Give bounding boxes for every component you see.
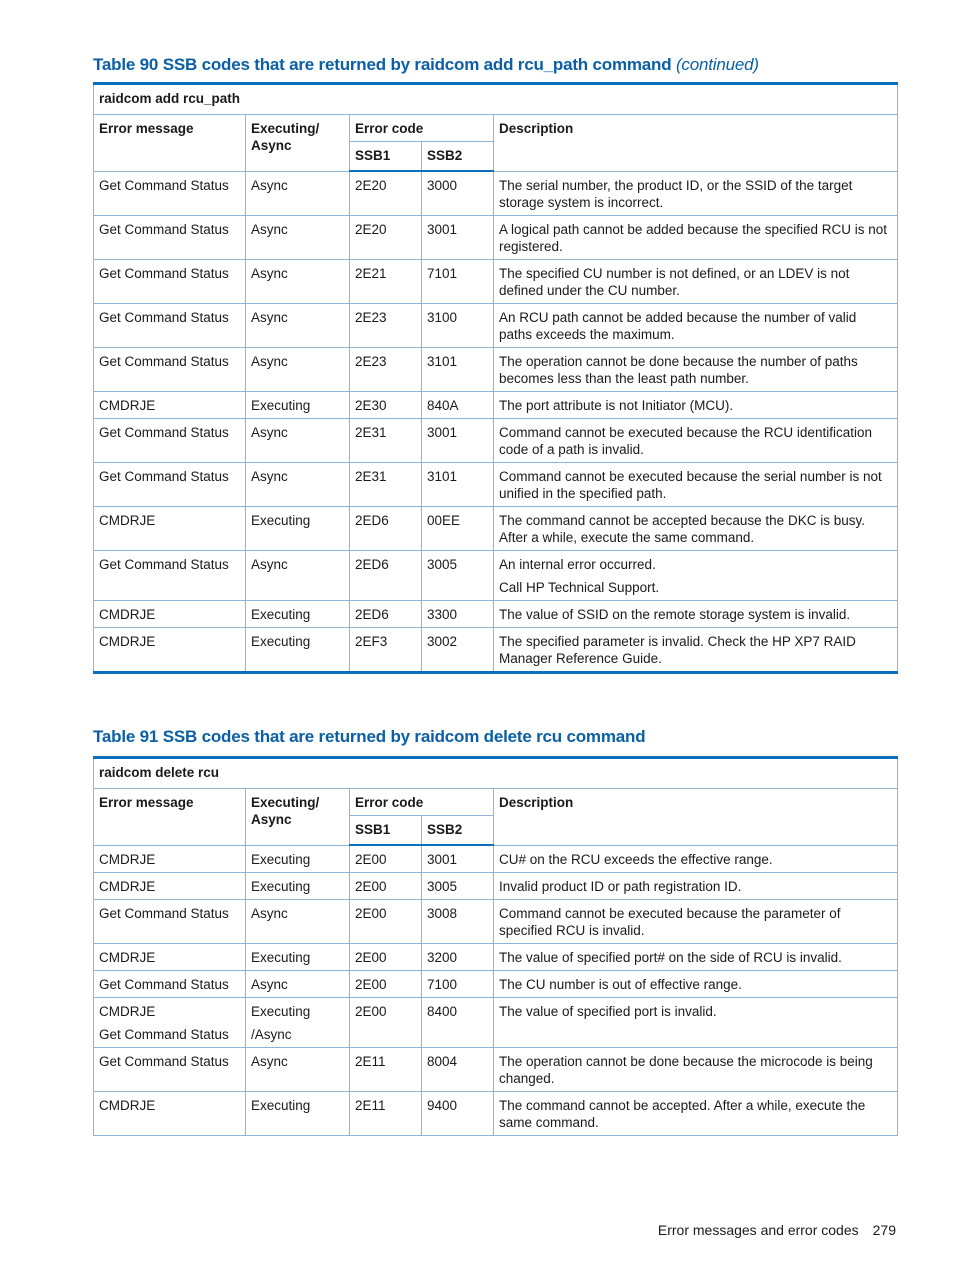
cell-executing-async-line: Executing (251, 633, 311, 649)
cell-description-line: The operation cannot be done because the microcode is being changed. (499, 1054, 873, 1086)
cell-description (494, 1092, 898, 1136)
cell-ssb1: 2ED6 (350, 550, 422, 600)
cell-ssb1: 2E31 (350, 462, 422, 506)
cell-error-message (94, 418, 246, 462)
cell-error-message-line: Get Command Status (99, 221, 229, 237)
page-number: 279 (872, 1222, 896, 1238)
cell-executing-async (246, 1048, 350, 1092)
cell-description-line: The value of specified port# on the side of RCU is invalid. (499, 950, 842, 965)
cell-ssb1: 2E30 (350, 391, 422, 418)
cell-description (494, 171, 898, 215)
cell-description-line: Call HP Technical Support. (499, 579, 660, 595)
cell-ssb1: 2E11 (350, 1048, 422, 1092)
cell-error-message (94, 391, 246, 418)
cell-description (494, 900, 898, 944)
table-row (94, 900, 898, 944)
cell-ssb2: 840A (422, 391, 494, 418)
cell-ssb1: 2ED6 (350, 506, 422, 550)
cell-description (494, 259, 898, 303)
cell-executing-async-line: Executing (251, 1098, 311, 1113)
cell-error-message (94, 900, 246, 944)
cell-executing-async (246, 873, 350, 900)
cell-description-line: Invalid product ID or path registration ID. (499, 879, 742, 894)
cell-executing-async (246, 347, 350, 391)
cell-ssb1: 2E21 (350, 259, 422, 303)
table-command-name: raidcom delete rcu (94, 758, 898, 789)
cell-description-line: CU# on the RCU exceeds the effective range. (499, 851, 773, 867)
cell-ssb1: 2E00 (350, 873, 422, 900)
cell-description (494, 873, 898, 900)
cell-description-line: A logical path cannot be added because the specified RCU is not registered. (499, 221, 888, 254)
cell-error-message (94, 998, 246, 1048)
cell-error-message (94, 347, 246, 391)
table-90-title: Table 90 SSB codes that are returned by raidcom add rcu_path command (93, 55, 672, 74)
cell-description (494, 462, 898, 506)
header-executing-async: Executing/ Async (246, 789, 350, 846)
cell-error-message-line: CMDRJE (99, 512, 156, 528)
cell-error-message-line: CMDRJE (99, 1004, 156, 1019)
cell-description-line: Command cannot be executed because the RCU identification code of a path is invalid. (499, 424, 872, 457)
cell-description-line: Command cannot be executed because the parameter of specified RCU is invalid. (499, 906, 841, 938)
cell-error-message (94, 1048, 246, 1092)
table-row (94, 259, 898, 303)
cell-ssb2: 3101 (422, 347, 494, 391)
cell-executing-async (246, 550, 350, 600)
cell-ssb2: 3200 (422, 944, 494, 971)
cell-description (494, 627, 898, 672)
cell-error-message-line: CMDRJE (99, 633, 156, 649)
cell-ssb2: 3001 (422, 215, 494, 259)
cell-error-message (94, 462, 246, 506)
cell-executing-async-line: Executing (251, 1004, 311, 1019)
cell-description (494, 550, 898, 600)
table-row (94, 303, 898, 347)
table-row (94, 944, 898, 971)
cell-ssb2: 3100 (422, 303, 494, 347)
cell-executing-async-line: Async (251, 977, 288, 992)
cell-error-message (94, 944, 246, 971)
cell-executing-async (246, 944, 350, 971)
cell-error-message (94, 845, 246, 873)
cell-executing-async-line: Executing (251, 606, 311, 622)
cell-executing-async-line: Async (251, 556, 288, 572)
cell-error-message (94, 627, 246, 672)
table-row (94, 391, 898, 418)
cell-ssb1: 2E00 (350, 845, 422, 873)
cell-description-line: The operation cannot be done because the number of paths becomes less than the least path number. (499, 353, 858, 386)
cell-ssb1: 2EF3 (350, 627, 422, 672)
table-row (94, 462, 898, 506)
cell-error-message (94, 873, 246, 900)
cell-description (494, 391, 898, 418)
cell-executing-async-line: Async (251, 1054, 288, 1069)
cell-description-line: An RCU path cannot be added because the number of valid paths exceeds the maximum. (499, 309, 857, 342)
cell-ssb2: 3008 (422, 900, 494, 944)
cell-executing-async (246, 506, 350, 550)
cell-description (494, 998, 898, 1048)
header-description: Description (494, 115, 898, 172)
cell-ssb1: 2E00 (350, 944, 422, 971)
cell-executing-async-line: Async (251, 221, 288, 237)
cell-executing-async-line: Async (251, 468, 288, 484)
cell-error-message (94, 259, 246, 303)
cell-executing-async-line: Executing (251, 512, 311, 528)
table-91 (93, 756, 898, 1136)
cell-executing-async (246, 259, 350, 303)
table-row (94, 215, 898, 259)
cell-error-message-line: Get Command Status (99, 1054, 229, 1069)
cell-executing-async (246, 391, 350, 418)
cell-description-line: The CU number is out of effective range. (499, 977, 742, 992)
cell-error-message-line: CMDRJE (99, 950, 156, 965)
table-row (94, 1048, 898, 1092)
table-row (94, 506, 898, 550)
cell-error-message-line: CMDRJE (99, 851, 156, 867)
cell-description-line: The value of specified port is invalid. (499, 1004, 717, 1019)
cell-executing-async (246, 1092, 350, 1136)
cell-error-message (94, 1092, 246, 1136)
header-ssb2: SSB2 (422, 142, 494, 172)
cell-error-message-line: Get Command Status (99, 1027, 229, 1042)
cell-description-line: Command cannot be executed because the serial number is not unified in the specified path. (499, 468, 882, 501)
cell-executing-async (246, 998, 350, 1048)
header-error-code: Error code (350, 789, 494, 816)
cell-ssb1: 2E00 (350, 998, 422, 1048)
cell-description (494, 215, 898, 259)
cell-executing-async-line: Async (251, 353, 288, 369)
table-row (94, 971, 898, 998)
cell-ssb2: 3005 (422, 550, 494, 600)
cell-error-message (94, 215, 246, 259)
header-ssb2: SSB2 (422, 816, 494, 846)
cell-ssb1: 2E31 (350, 418, 422, 462)
cell-description-line: An internal error occurred. (499, 556, 656, 572)
cell-error-message-line: CMDRJE (99, 879, 156, 894)
header-executing-async: Executing/ Async (246, 115, 350, 172)
cell-ssb2: 3002 (422, 627, 494, 672)
cell-executing-async-line: Executing (251, 879, 311, 894)
cell-error-message-line: CMDRJE (99, 397, 156, 413)
cell-executing-async (246, 171, 350, 215)
cell-ssb1: 2ED6 (350, 600, 422, 627)
cell-error-message-line: Get Command Status (99, 977, 229, 992)
cell-ssb2: 7101 (422, 259, 494, 303)
cell-ssb1: 2E20 (350, 171, 422, 215)
cell-description-line: The command cannot be accepted because the DKC is busy. After a while, execute the same command. (499, 512, 865, 545)
cell-ssb2: 9400 (422, 1092, 494, 1136)
cell-description-line: The specified CU number is not defined, or an LDEV is not defined under the CU number. (499, 265, 850, 298)
cell-ssb2: 00EE (422, 506, 494, 550)
table-row (94, 347, 898, 391)
cell-ssb1: 2E00 (350, 971, 422, 998)
table-row (94, 998, 898, 1048)
footer-section-title: Error messages and error codes (657, 1222, 859, 1238)
cell-executing-async-line: Async (251, 265, 288, 281)
cell-executing-async (246, 627, 350, 672)
cell-error-message-line: Get Command Status (99, 177, 229, 193)
cell-executing-async (246, 418, 350, 462)
cell-executing-async (246, 845, 350, 873)
table-90-caption (93, 55, 759, 75)
table-91-caption (93, 727, 645, 747)
cell-description-line: The specified parameter is invalid. Check the HP XP7 RAID Manager Reference Guide. (499, 633, 856, 666)
cell-error-message-line: Get Command Status (99, 556, 229, 572)
cell-executing-async-line: Executing (251, 950, 311, 965)
cell-error-message-line: Get Command Status (99, 265, 229, 281)
cell-description-line: The port attribute is not Initiator (MCU). (499, 397, 734, 413)
cell-description-line: The command cannot be accepted. After a while, execute the same command. (499, 1098, 866, 1130)
cell-error-message (94, 971, 246, 998)
cell-error-message-line: Get Command Status (99, 424, 229, 440)
cell-description (494, 418, 898, 462)
cell-error-message-line: CMDRJE (99, 1098, 156, 1113)
cell-error-message (94, 506, 246, 550)
table-row (94, 1092, 898, 1136)
cell-description (494, 1048, 898, 1092)
table-row (94, 171, 898, 215)
cell-error-message-line: CMDRJE (99, 606, 156, 622)
cell-executing-async (246, 900, 350, 944)
cell-ssb2: 3101 (422, 462, 494, 506)
cell-executing-async-line: Async (251, 906, 288, 921)
cell-executing-async (246, 971, 350, 998)
table-command-name: raidcom add rcu_path (94, 84, 898, 115)
cell-executing-async-line: Executing (251, 397, 311, 413)
cell-description (494, 506, 898, 550)
cell-description (494, 944, 898, 971)
cell-description (494, 347, 898, 391)
cell-error-message (94, 171, 246, 215)
table-row (94, 845, 898, 873)
cell-ssb2: 3005 (422, 873, 494, 900)
table-91-title: Table 91 SSB codes that are returned by raidcom delete rcu command (93, 727, 646, 746)
cell-ssb1: 2E23 (350, 303, 422, 347)
cell-ssb1: 2E00 (350, 900, 422, 944)
cell-ssb2: 3001 (422, 845, 494, 873)
table-row (94, 873, 898, 900)
cell-ssb2: 3001 (422, 418, 494, 462)
header-error-code: Error code (350, 115, 494, 142)
cell-description (494, 971, 898, 998)
cell-error-message (94, 600, 246, 627)
cell-error-message (94, 303, 246, 347)
cell-description (494, 303, 898, 347)
cell-error-message-line: Get Command Status (99, 906, 229, 921)
cell-executing-async (246, 462, 350, 506)
header-ssb1: SSB1 (350, 816, 422, 846)
cell-error-message-line: Get Command Status (99, 309, 229, 325)
table-90-continued: (continued) (675, 55, 759, 74)
cell-executing-async-line: /Async (251, 1027, 292, 1042)
cell-executing-async-line: Async (251, 424, 288, 440)
table-row (94, 600, 898, 627)
cell-ssb1: 2E11 (350, 1092, 422, 1136)
page-footer (658, 1222, 896, 1238)
cell-error-message-line: Get Command Status (99, 353, 229, 369)
cell-ssb2: 8400 (422, 998, 494, 1048)
cell-executing-async (246, 600, 350, 627)
cell-ssb2: 7100 (422, 971, 494, 998)
cell-executing-async-line: Async (251, 309, 288, 325)
table-row (94, 418, 898, 462)
cell-ssb2: 8004 (422, 1048, 494, 1092)
header-error-message: Error message (94, 789, 246, 846)
table-row (94, 550, 898, 600)
cell-ssb2: 3000 (422, 171, 494, 215)
header-description: Description (494, 789, 898, 846)
header-error-message: Error message (94, 115, 246, 172)
cell-ssb1: 2E23 (350, 347, 422, 391)
cell-executing-async-line: Async (251, 177, 288, 193)
cell-description-line: The serial number, the product ID, or the SSID of the target storage system is incorrect. (499, 177, 853, 210)
cell-executing-async (246, 215, 350, 259)
cell-executing-async-line: Executing (251, 851, 311, 867)
cell-description (494, 600, 898, 627)
cell-ssb1: 2E20 (350, 215, 422, 259)
cell-error-message-line: Get Command Status (99, 468, 229, 484)
cell-ssb2: 3300 (422, 600, 494, 627)
header-ssb1: SSB1 (350, 142, 422, 172)
cell-description (494, 845, 898, 873)
cell-description-line: The value of SSID on the remote storage system is invalid. (499, 606, 851, 622)
table-row (94, 627, 898, 672)
cell-executing-async (246, 303, 350, 347)
table-90 (93, 82, 898, 674)
cell-error-message (94, 550, 246, 600)
